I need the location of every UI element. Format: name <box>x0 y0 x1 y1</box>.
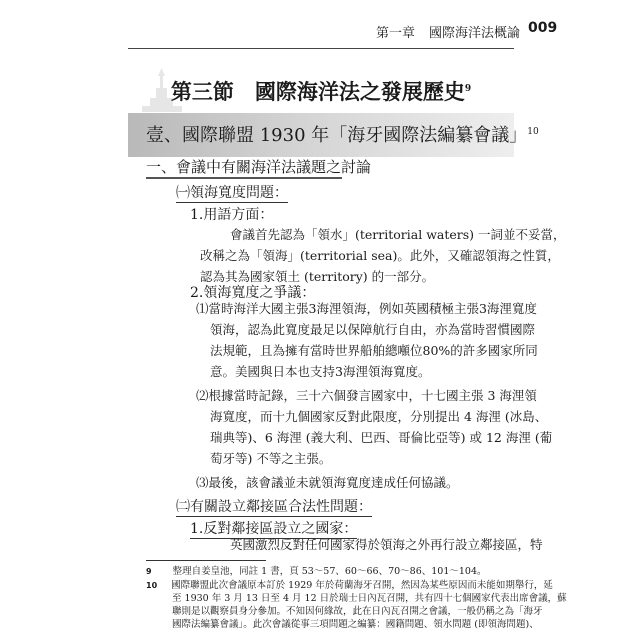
paragraph-contiguous-zone <box>230 534 543 555</box>
point-line: ⑴當時海洋大國主張3海浬領海，例如英國積極主張3海浬寬度 <box>196 301 537 316</box>
point-line: 領海，認為此寬度最足以保障航行自由，亦為當時習慣國際 <box>210 322 536 337</box>
section-title <box>128 76 514 106</box>
footnote-rule <box>146 560 266 561</box>
point-line: 意。美國與日本也支持3海浬領海寬度。 <box>210 364 431 379</box>
point-line: 法規範，且為擁有當時世界船舶總噸位80%的許多國家所同 <box>210 343 538 358</box>
point-line: 瑞典等)、6 海浬 (義大利、巴西、哥倫比亞等) 或 12 海浬 (葡 <box>210 430 553 445</box>
point-1 <box>196 298 538 382</box>
footnote-number: 10 <box>146 581 158 590</box>
footnote-line: 整理自姜皇池，同註 1 書，頁 53～57、60～66、70～86、101～104。 <box>172 566 487 577</box>
footnote-line: 至 1930 年 3 月 13 日至 4 月 12 日於瑞士日內瓦召開，共有四十七個國家代表出席會議，蘇 <box>172 593 567 604</box>
point-2 <box>196 385 552 469</box>
point-line: 海寬度，而十九個國家反對此限度，分別提出 4 海浬 (冰島、 <box>210 409 548 424</box>
paragraph-line: 英國激烈反對任何國家得於領海之外再行設立鄰接區，特 <box>230 537 543 552</box>
point-3 <box>196 472 459 493</box>
footnote-line: 聯則是以觀察員身分參加。不知因何緣故，此在日內瓦召開之會議，一般仍稱之為「海牙 <box>172 606 543 617</box>
item-title-contiguous-zone: ㈡有關設立鄰接區合法性問題： <box>176 499 372 515</box>
point-line: 萄牙等) 不等之主張。 <box>210 451 332 466</box>
footnote-number: 9 <box>146 567 152 576</box>
footnote-line: 國際法編纂會議」。此次會議從事三項問題之編纂：國籍問題、領水問題 (即領海問題)、 <box>172 619 539 630</box>
item-title-territorial-sea-width: ㈠領海寬度問題： <box>176 185 288 201</box>
chapter-heading <box>146 121 539 147</box>
paragraph-line: 認為其為國家領土 (territory) 的一部分。 <box>200 269 435 284</box>
running-header-chapter-title: 國際海洋法概論 <box>428 26 520 41</box>
point-line: ⑵根據當時記錄，三十六個發言國家中，十七國主張 3 海浬領 <box>196 388 537 403</box>
header-rule <box>128 48 514 49</box>
footnote-10 <box>146 579 567 631</box>
section-title-text: 第三節 國際海洋法之發展歷史 <box>170 79 465 104</box>
paragraph-line: 會議首先認為「領水」(territorial waters) 一詞並不妥當， <box>230 227 566 242</box>
paragraph-terminology <box>200 224 566 287</box>
subitem-width-dispute-title: 2.領海寬度之爭議： <box>190 285 316 301</box>
chapter-footnote-ref: 10 <box>527 127 539 137</box>
page-number: 009 <box>528 20 558 36</box>
chapter-heading-text: 壹、國際聯盟 1930 年「海牙國際法編纂會議」 <box>146 125 528 146</box>
point-line: ⑶最後，該會議並未就領海寬度達成任何協議。 <box>196 475 459 490</box>
subitem-terminology-title: 1.用語方面： <box>190 207 274 223</box>
section-footnote-ref: 9 <box>464 84 472 94</box>
sub-heading: 一、會議中有關海洋法議題之討論 <box>146 158 372 176</box>
running-header-chapter: 第一章 <box>375 26 415 41</box>
subitem-opposing-states-title: 1.反對鄰接區設立之國家： <box>190 521 358 537</box>
running-header <box>0 22 520 41</box>
paragraph-line: 改稱之為「領海」(territorial sea)。此外，又確認領海之性質， <box>200 248 560 263</box>
footnote-line: 國際聯盟此次會議原本訂於 1929 年於荷蘭海牙召開，然因為某些原因而未能如期舉行，延 <box>171 580 553 591</box>
footnote-9 <box>146 565 487 578</box>
sub-heading-rule <box>146 177 342 179</box>
